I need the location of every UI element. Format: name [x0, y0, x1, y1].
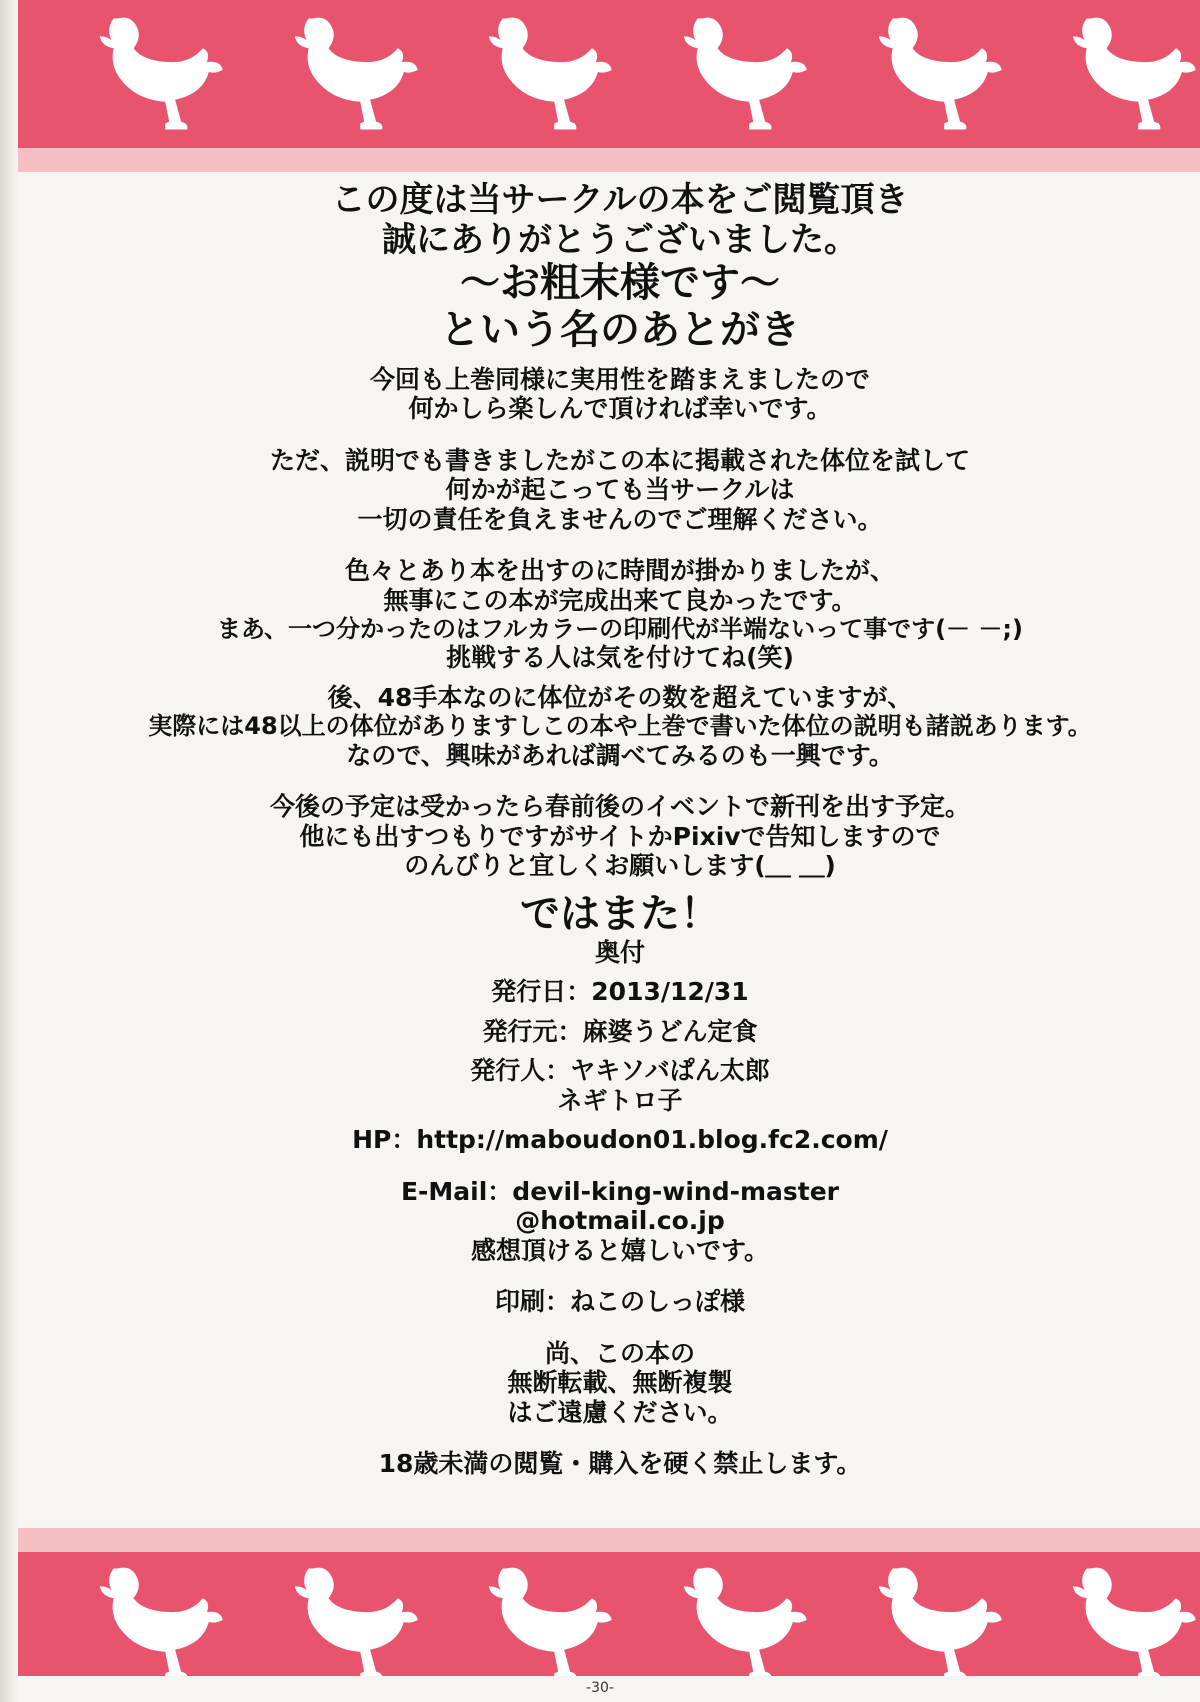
chocobo-silhouette-icon	[857, 8, 1006, 138]
top-decorative-band	[18, 0, 1200, 148]
colophon-email-note: 感想頂けると嬉しいです。	[470, 1235, 769, 1265]
chocobo-silhouette-icon	[1051, 8, 1200, 138]
paragraph-line: 今後の予定は受かったら春前後のイベントで新刊を出す予定。	[269, 792, 970, 822]
colophon-printer: 印刷：ねこのしっぽ様	[494, 1287, 745, 1317]
colophon-date: 発行日：2013/12/31	[491, 977, 749, 1007]
colophon-email: E-Mail：devil-king-wind-master	[400, 1176, 840, 1206]
paragraph-line: 後、48手本なのに体位がその数を超えていますが、	[327, 682, 913, 712]
colophon-issuer: 発行人：ヤキソバぱん太郎	[470, 1056, 770, 1086]
paragraph-line: のんびりと宜しくお願いします(＿ ＿)	[404, 851, 836, 881]
paragraph-line: 無事にこの本が完成出来て良かったです。	[383, 585, 857, 615]
copyright-notice: はご遠慮ください。	[507, 1397, 733, 1427]
greeting-line: この度は当サークルの本をご閲覧頂き	[331, 180, 909, 220]
afterword-title: ～お粗末様です～	[460, 260, 780, 307]
copyright-notice: 無断転載、無断複製	[507, 1368, 733, 1398]
chocobo-silhouette-icon	[467, 8, 616, 138]
age-warning: 18歳未満の閲覧・購入を硬く禁止します。	[378, 1449, 862, 1479]
afterword-title: という名のあとがき	[440, 307, 800, 354]
chocobo-silhouette-icon	[857, 1558, 1006, 1676]
paragraph-line: 一切の責任を負えませんのでご理解ください。	[357, 504, 883, 534]
bottom-decorative-band	[18, 1552, 1200, 1676]
greeting-line: 誠にありがとうございました。	[382, 220, 858, 261]
copyright-notice: 尚、この本の	[544, 1338, 695, 1368]
paragraph-line: 何かしら楽しんで頂ければ幸いです。	[408, 394, 832, 424]
top-bird-row	[78, 8, 1200, 138]
paragraph-line: ただ、説明でも書きましたがこの本に掲載された体位を試して	[269, 445, 970, 475]
chocobo-silhouette-icon	[662, 1558, 811, 1676]
colophon-email: @hotmail.co.jp	[515, 1206, 725, 1236]
paragraph-line: 他にも出すつもりですがサイトかPixivで告知しますので	[299, 821, 941, 851]
chocobo-silhouette-icon	[662, 8, 811, 138]
chocobo-silhouette-icon	[273, 8, 422, 138]
chocobo-silhouette-icon	[467, 1558, 616, 1676]
page-number: -30-	[586, 1680, 614, 1696]
chocobo-silhouette-icon	[78, 1558, 227, 1676]
paragraph-line: なので、興味があれば調べてみるのも一興です。	[346, 740, 894, 770]
paragraph-line: 今回も上巻同様に実用性を踏まえましたので	[369, 364, 870, 394]
chocobo-silhouette-icon	[78, 8, 227, 138]
paragraph-line: 実際には48以上の体位がありますしこの本や上巻で書いた体位の説明も諸説あります。	[148, 712, 1092, 741]
top-pink-stripe	[18, 148, 1200, 172]
colophon-heading: 奥付	[594, 937, 645, 967]
colophon-issuer: ネギトロ子	[557, 1085, 683, 1115]
bottom-pink-stripe	[18, 1528, 1200, 1552]
page-binding-edge	[0, 0, 18, 1702]
paragraph-line: 何かが起こっても当サークルは	[445, 475, 795, 505]
paragraph-line: まあ、一つ分かったのはフルカラーの印刷代が半端ないって事です(－ －;)	[217, 615, 1023, 644]
chocobo-silhouette-icon	[1051, 1558, 1200, 1676]
afterword-content	[120, 180, 1120, 1479]
chocobo-silhouette-icon	[273, 1558, 422, 1676]
bottom-bird-row	[78, 1558, 1200, 1676]
paragraph-line: 挑戦する人は気を付けてね(笑)	[446, 643, 794, 673]
colophon-hp: HP：http://maboudon01.blog.fc2.com/	[352, 1125, 888, 1155]
colophon-publisher: 発行元：麻婆うどん定食	[482, 1016, 758, 1046]
closing-line: ではまた！	[520, 890, 720, 937]
paragraph-line: 色々とあり本を出すのに時間が掛かりましたが、	[344, 556, 895, 586]
